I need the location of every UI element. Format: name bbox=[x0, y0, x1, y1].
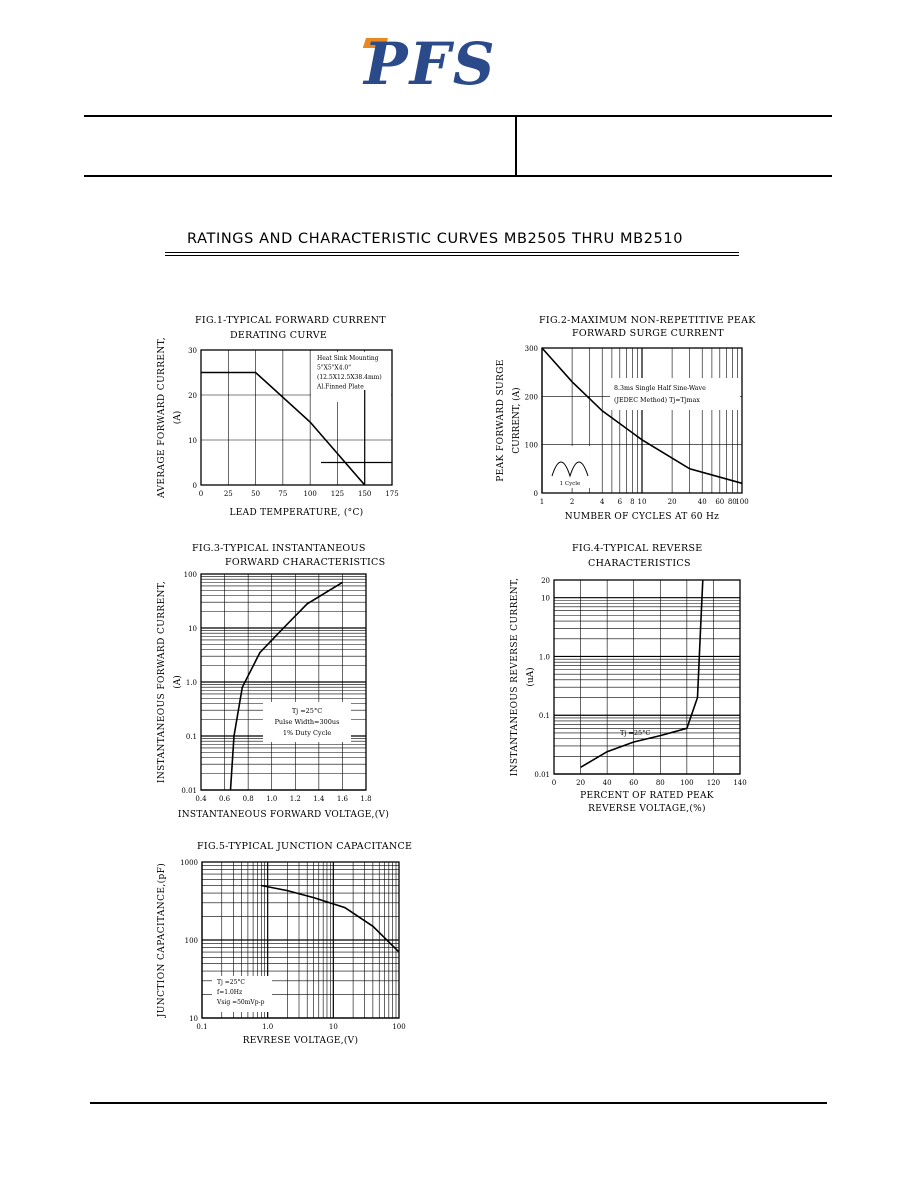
fig2-title: FIG.2-MAXIMUM NON-REPETITIVE PEAK bbox=[539, 315, 756, 326]
x-tick-label: 1 bbox=[539, 498, 545, 506]
x-tick-label: 0 bbox=[551, 779, 557, 787]
x-tick-label: 1.0 bbox=[262, 1023, 274, 1031]
x-tick-label: 10 bbox=[328, 1023, 338, 1031]
x-tick-label: 60 bbox=[629, 779, 639, 787]
x-tick-label: 10 bbox=[637, 498, 647, 506]
y-tick-label: 1.0 bbox=[538, 653, 550, 662]
x-tick-label: 125 bbox=[330, 490, 345, 498]
x-tick-label: 1.6 bbox=[336, 795, 348, 803]
x-tick-label: 0.8 bbox=[242, 795, 254, 803]
x-tick-label: 60 bbox=[715, 498, 725, 506]
note-text: (12.5X12.5X38.4mm) bbox=[317, 374, 382, 381]
note-text: Pulse Width=300us bbox=[274, 718, 340, 726]
fig3-chart bbox=[150, 563, 410, 825]
x-tick-label: 25 bbox=[223, 490, 233, 498]
y-axis-label-unit: (uA) bbox=[526, 667, 536, 687]
y-tick-label: 0 bbox=[192, 482, 197, 490]
y-tick-label: 0.01 bbox=[534, 771, 550, 779]
x-axis-label-2: REVERSE VOLTAGE,(%) bbox=[588, 804, 706, 814]
y-tick-label: 1000 bbox=[180, 859, 198, 867]
fig1-chart bbox=[150, 335, 410, 525]
y-tick-label: 20 bbox=[188, 392, 197, 400]
y-tick-label: 100 bbox=[524, 441, 538, 450]
y-axis-label-unit: CURRENT, (A) bbox=[512, 387, 522, 454]
y-tick-label: 30 bbox=[188, 347, 197, 355]
y-tick-label: 10 bbox=[541, 594, 550, 603]
x-tick-label: 6 bbox=[617, 498, 623, 506]
x-axis-label: INSTANTANEOUS FORWARD VOLTAGE,(V) bbox=[177, 810, 390, 820]
note-text: Tj =25°C bbox=[620, 728, 651, 737]
note-text: 1% Duty Cycle bbox=[282, 729, 332, 737]
fig4-chart bbox=[500, 570, 760, 825]
y-axis-label: INSTANTANEOUS REVERSE CURRENT, bbox=[510, 577, 520, 777]
note-text: 5"X5"X4.0" bbox=[317, 364, 351, 372]
x-tick-label: 1.4 bbox=[313, 795, 325, 803]
x-tick-label: 1.8 bbox=[360, 795, 372, 803]
series-line bbox=[581, 580, 703, 767]
y-axis-label-unit: (A) bbox=[173, 675, 183, 689]
y-axis-label: AVERAGE FORWARD CURRENT, bbox=[157, 337, 167, 498]
note-text: Tj =25°C bbox=[217, 979, 246, 986]
y-tick-label: 100 bbox=[184, 937, 198, 945]
header-bottom-rule bbox=[84, 175, 832, 177]
note-box bbox=[610, 378, 740, 410]
cycle-label: 1 Cycle bbox=[559, 481, 581, 487]
x-tick-label: 0.1 bbox=[196, 1023, 208, 1031]
x-axis-label: LEAD TEMPERATURE, (°C) bbox=[229, 508, 364, 518]
x-tick-label: 0.4 bbox=[195, 795, 207, 803]
note-text: Tj =25°C bbox=[291, 707, 323, 715]
y-tick-label: 300 bbox=[524, 345, 538, 353]
logo-text: PFS bbox=[364, 32, 497, 90]
y-tick-label: 0.1 bbox=[185, 733, 197, 741]
x-tick-label: 40 bbox=[697, 498, 707, 506]
x-tick-label: 40 bbox=[602, 779, 612, 787]
y-tick-label: 10 bbox=[188, 625, 197, 633]
y-axis-label: JUNCTION CAPACITANCE,(pF) bbox=[157, 862, 167, 1018]
x-tick-label: 4 bbox=[599, 498, 605, 506]
y-tick-label: 200 bbox=[524, 393, 538, 402]
x-tick-label: 100 bbox=[680, 779, 694, 787]
y-tick-label: 100 bbox=[183, 571, 197, 579]
y-tick-label: 20 bbox=[541, 577, 550, 585]
plot-frame bbox=[554, 580, 740, 774]
y-tick-label: 10 bbox=[188, 437, 197, 445]
note-text: Heat Sink Mounting bbox=[317, 355, 379, 362]
x-tick-label: 20 bbox=[667, 498, 677, 506]
fig1-title: FIG.1-TYPICAL FORWARD CURRENT bbox=[195, 315, 386, 326]
x-tick-label: 75 bbox=[278, 490, 288, 498]
x-tick-label: 150 bbox=[358, 490, 372, 498]
note-text: f=1.0Hz bbox=[217, 989, 243, 996]
x-axis-label: NUMBER OF CYCLES AT 60 Hz bbox=[564, 512, 720, 522]
note-text: Al.Finned Plate bbox=[317, 383, 364, 391]
x-tick-label: 2 bbox=[569, 498, 575, 506]
y-tick-label: 10 bbox=[189, 1015, 198, 1023]
x-tick-label: 50 bbox=[251, 490, 261, 498]
x-tick-label: 8 bbox=[630, 498, 635, 506]
x-tick-label: 1.2 bbox=[289, 795, 301, 803]
note-text: (JEDEC Method) Tj=Tjmax bbox=[614, 397, 700, 404]
fig4-title: FIG.4-TYPICAL REVERSE bbox=[572, 543, 703, 554]
header-top-rule bbox=[84, 115, 832, 117]
y-axis-label: INSTANTANEOUS FORWARD CURRENT, bbox=[157, 580, 167, 784]
fig2-subtitle: FORWARD SURGE CURRENT bbox=[572, 328, 724, 339]
x-axis-label: PERCENT OF RATED PEAK bbox=[580, 791, 714, 801]
fig2-chart bbox=[490, 335, 760, 525]
y-tick-label: 1.0 bbox=[185, 679, 197, 687]
note-text: Vsig =50mVp-p bbox=[217, 999, 265, 1006]
footer-rule bbox=[90, 1102, 827, 1104]
fig4-subtitle: CHARACTERISTICS bbox=[588, 558, 691, 569]
fig3-subtitle: FORWARD CHARACTERISTICS bbox=[225, 557, 386, 568]
x-tick-label: 120 bbox=[706, 779, 721, 787]
fig3-title: FIG.3-TYPICAL INSTANTANEOUS bbox=[192, 543, 366, 554]
title-underline bbox=[165, 252, 739, 256]
y-tick-label: 0 bbox=[533, 490, 538, 498]
x-tick-label: 0 bbox=[198, 490, 204, 498]
note-text: 8.3ms Single Half Sine-Wave bbox=[614, 385, 706, 392]
x-tick-label: 20 bbox=[576, 779, 586, 787]
x-tick-label: 80 bbox=[655, 779, 665, 787]
x-tick-label: 100 bbox=[392, 1023, 406, 1031]
header-divider bbox=[515, 117, 517, 176]
x-tick-label: 0.6 bbox=[219, 795, 231, 803]
page-title: RATINGS AND CHARACTERISTIC CURVES MB2505 THRU MB2510 bbox=[187, 231, 684, 247]
fig1-subtitle: DERATING CURVE bbox=[230, 330, 328, 341]
y-axis-label-unit: (A) bbox=[173, 410, 183, 425]
x-tick-label: 100 bbox=[735, 498, 749, 506]
fig5-chart bbox=[150, 850, 410, 1060]
x-tick-label: 175 bbox=[385, 490, 399, 498]
series-line bbox=[231, 582, 343, 790]
pfs-logo bbox=[360, 32, 576, 90]
x-tick-label: 100 bbox=[303, 490, 317, 498]
x-tick-label: 140 bbox=[733, 779, 747, 787]
y-tick-label: 0.01 bbox=[181, 787, 197, 795]
y-axis-label: PEAK FORWARD SURGE bbox=[496, 359, 506, 482]
x-tick-label: 80 bbox=[727, 498, 737, 506]
y-tick-label: 0.1 bbox=[538, 712, 550, 721]
fig5-title: FIG.5-TYPICAL JUNCTION CAPACITANCE bbox=[197, 841, 413, 852]
x-axis-label: REVRESE VOLTAGE,(V) bbox=[242, 1036, 359, 1046]
x-tick-label: 1.0 bbox=[266, 795, 278, 803]
